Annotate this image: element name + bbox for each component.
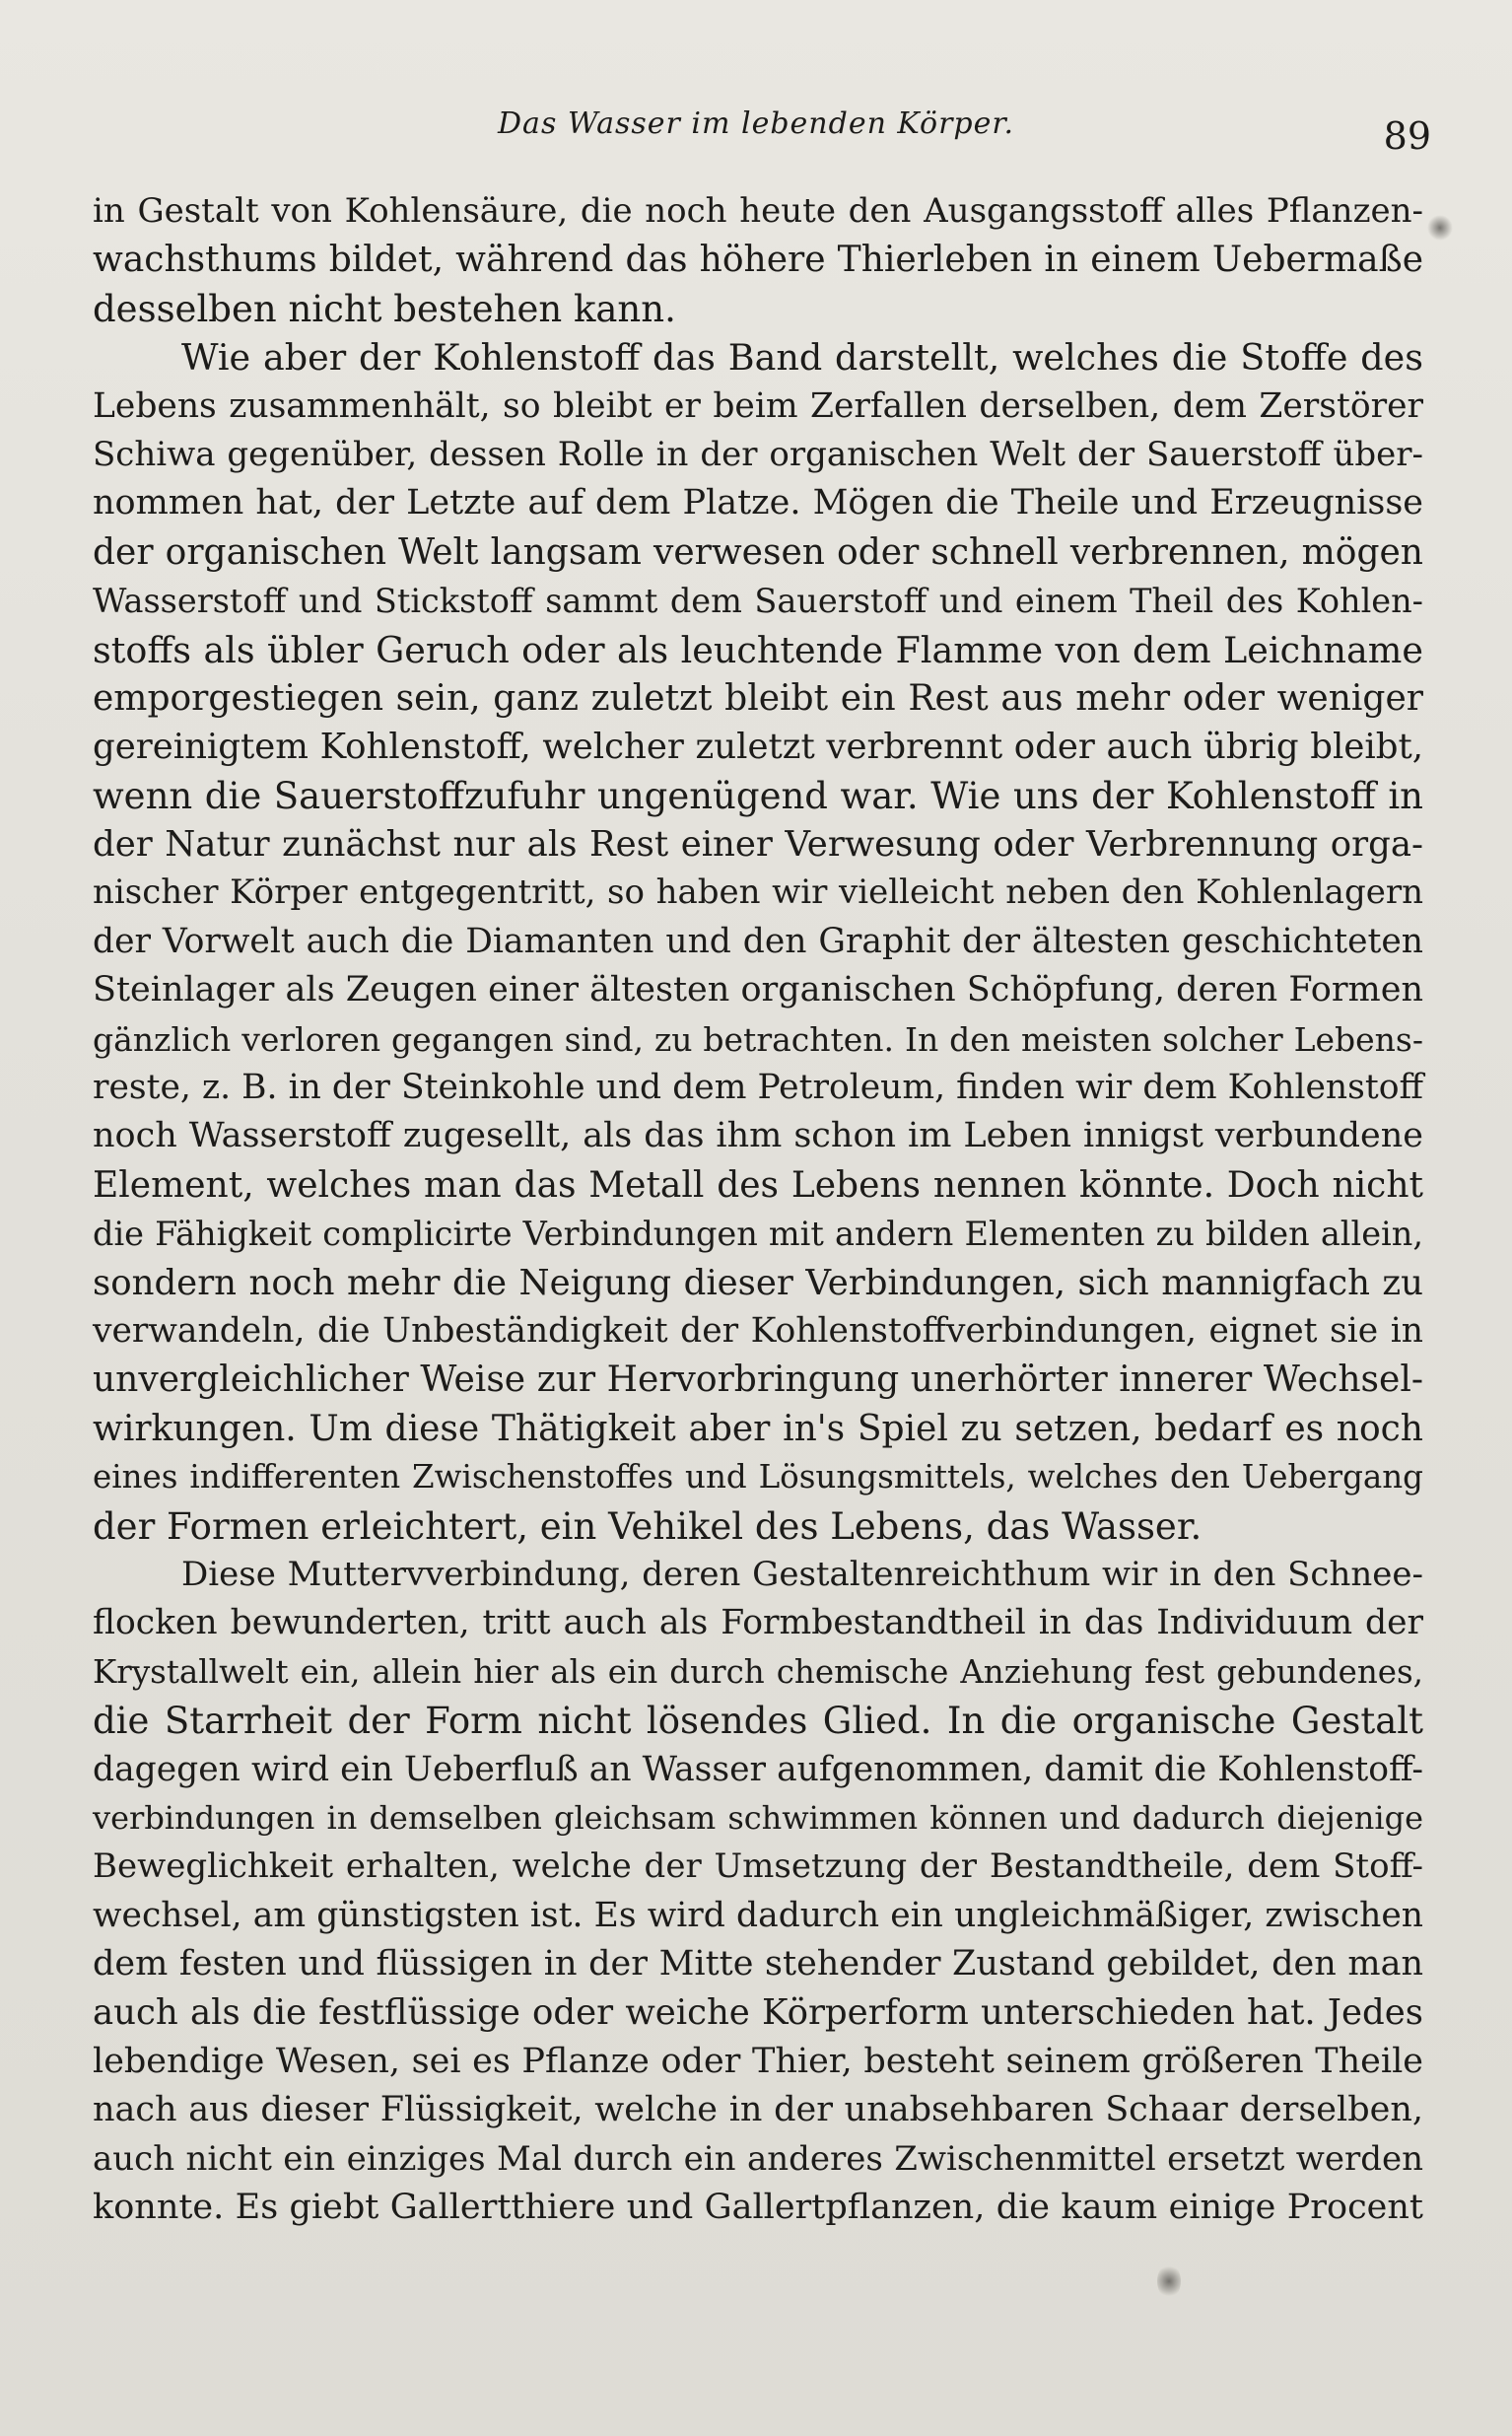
text-line: Wasserstoff und Stickstoff sammt dem Sauerstoff und einem Theil des Kohlen-	[93, 582, 1423, 621]
text-line: verbindungen in demselben gleichsam schwimmen können und dadurch diejenige	[93, 1798, 1423, 1837]
text-line: Beweglichkeit erhalten, welche der Umsetzung der Bestandtheile, dem Stoff-	[93, 1846, 1423, 1887]
text-line: wechsel, am günstigsten ist. Es wird dadurch ein ungleichmäßiger, zwischen	[93, 1895, 1423, 1935]
text-line: konnte. Es giebt Gallertthiere und Gallertpflanzen, die kaum einige Procent	[93, 2188, 1423, 2228]
text-line: auch nicht ein einziges Mal durch ein anderes Zwischenmittel ersetzt werden	[93, 2138, 1423, 2179]
text-line: wenn die Sauerstoffzufuhr ungenügend war. Wie uns der Kohlenstoff in	[93, 774, 1423, 817]
text-line: die Starrheit der Form nicht lösendes Glied. In die organische Gestalt	[93, 1700, 1423, 1743]
text-line: emporgestiegen sein, ganz zuletzt bleibt ein Rest aus mehr oder weniger	[93, 677, 1423, 719]
text-line: noch Wasserstoff zugesellt, als das ihm schon im Leben innigst verbundene	[93, 1116, 1423, 1156]
text-line: gänzlich verloren gegangen sind, zu betrachten. In den meisten solcher Lebens-	[93, 1019, 1423, 1059]
text-line: nach aus dieser Flüssigkeit, welche in der unabsehbaren Schaar derselben,	[93, 2090, 1423, 2130]
text-line: desselben nicht bestehen kann.	[93, 287, 676, 330]
text-line: Element, welches man das Metall des Lebens nennen könnte. Doch nicht	[93, 1164, 1423, 1206]
text-line: lebendige Wesen, sei es Pflanze oder Thier, besteht seinem größeren Theile	[93, 2041, 1423, 2081]
text-line: wachsthums bildet, während das höhere Thierleben in einem Uebermaße	[93, 240, 1423, 281]
text-line: reste, z. B. in der Steinkohle und dem Petroleum, finden wir dem Kohlenstoff	[93, 1068, 1423, 1108]
text-line: eines indifferenten Zwischenstoffes und Lösungsmittels, welches den Uebergang	[93, 1458, 1423, 1496]
text-line: Schiwa gegenüber, dessen Rolle in der organischen Welt der Sauerstoff über-	[93, 434, 1423, 474]
text-line: wirkungen. Um diese Thätigkeit aber in's Spiel zu setzen, bedarf es noch	[93, 1408, 1423, 1449]
text-line: dagegen wird ein Ueberfluß an Wasser aufgenommen, damit die Kohlenstoff-	[93, 1749, 1423, 1789]
text-line: unvergleichlicher Weise zur Hervorbringung unerhörter innerer Wechsel-	[93, 1359, 1423, 1401]
text-line: Lebens zusammenhält, so bleibt er beim Zerfallen derselben, dem Zerstörer	[93, 385, 1423, 426]
text-line: Steinlager als Zeugen einer ältesten organischen Schöpfung, deren Formen	[93, 970, 1423, 1010]
text-line: sondern noch mehr die Neigung dieser Verbindungen, sich mannigfach zu	[93, 1262, 1423, 1303]
text-line: gereinigtem Kohlenstoff, welcher zuletzt verbrennt oder auch übrig bleibt,	[93, 727, 1423, 768]
text-line: verwandeln, die Unbeständigkeit der Kohlenstoffverbindungen, eignet sie in	[93, 1310, 1423, 1351]
page-number: 89	[1383, 114, 1431, 158]
text-line: der Formen erleichtert, ein Vehikel des Lebens, das Wasser.	[93, 1504, 1203, 1548]
text-line: der Natur zunächst nur als Rest einer Verwesung oder Verbrennung orga-	[93, 824, 1423, 866]
ink-smudge	[1157, 2263, 1181, 2299]
text-line: Wie aber der Kohlenstoff das Band darstellt, welches die Stoffe des	[181, 336, 1423, 380]
text-line: der organischen Welt langsam verwesen oder schnell verbrennen, mögen	[93, 531, 1423, 573]
text-line: stoffs als übler Geruch oder als leuchtende Flamme von dem Leichname	[93, 628, 1423, 671]
text-line: die Fähigkeit complicirte Verbindungen mit andern Elementen zu bilden allein,	[93, 1215, 1423, 1254]
text-line: Diese Muttervverbindung, deren Gestaltenreichthum wir in den Schnee-	[181, 1554, 1423, 1594]
text-line: dem festen und flüssigen in der Mitte stehender Zustand gebildet, den man	[93, 1944, 1423, 1984]
text-line: nommen hat, der Letzte auf dem Platze. Mögen die Theile und Erzeugnisse	[93, 483, 1423, 523]
text-line: nischer Körper entgegentritt, so haben wir vielleicht neben den Kohlenlagern	[93, 872, 1423, 913]
body-text	[93, 187, 1423, 2232]
running-title: Das Wasser im lebenden Körper.	[498, 106, 1014, 141]
text-line: Krystallwelt ein, allein hier als ein durch chemische Anziehung fest gebundenes,	[93, 1652, 1423, 1691]
text-line: flocken bewunderten, tritt auch als Formbestandtheil in das Individuum der	[93, 1603, 1423, 1643]
ink-smudge	[1427, 215, 1453, 241]
text-line: der Vorwelt auch die Diamanten und den Graphit der ältesten geschichteten	[93, 921, 1423, 961]
text-line: auch als die festflüssige oder weiche Körperform unterschieden hat. Jedes	[93, 1992, 1423, 2034]
text-line: in Gestalt von Kohlensäure, die noch heute den Ausgangsstoff alles Pflanzen-	[93, 191, 1423, 231]
